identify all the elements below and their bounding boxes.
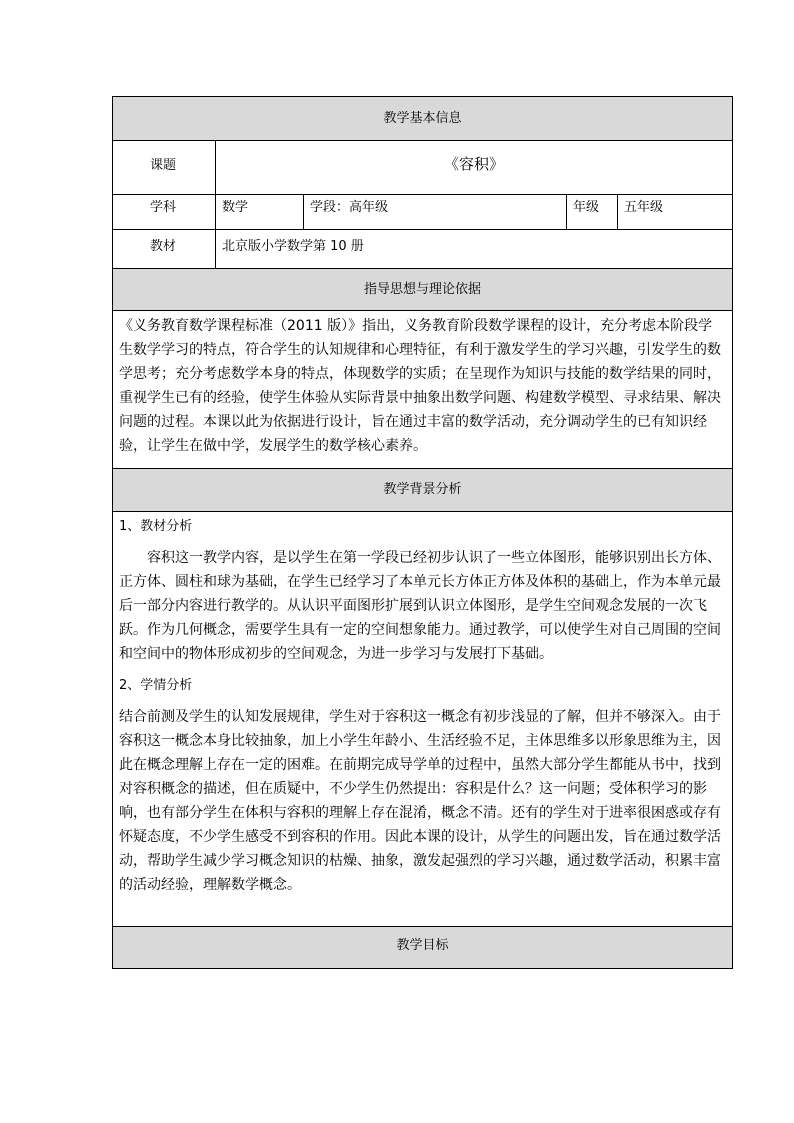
textbook-row xyxy=(113,230,732,269)
section1-title: 1、教材分析 xyxy=(119,519,193,534)
textbook-label: 教材 xyxy=(150,239,177,254)
guiding-text: 《义务教育数学课程标准（2011 版）》指出，义务教育阶段数学课程的设计，充分考虑本阶段学生数学学习的特点，符合学生的认知规律和心理特征，有利于激发学生的学习兴趣，引发学生的数学思考；充分考虑数学本身的特点，体现数学的实质；在呈现作为知识与技能的数学结果的同时，重视学生已有的经验，使学生体验从实际背景中抽象出数学问题、构建数学模型、寻求结果、解决问题的过程。本课以此为依据进行设计，旨在通过丰富的数学活动，充分调动学生的已有知识经验，让学生在做中学，发展学生的数学核心素养。 xyxy=(119,318,721,454)
guiding-text-cell xyxy=(113,311,732,469)
subject-row xyxy=(113,195,732,230)
objectives-header: 教学目标 xyxy=(113,927,732,968)
background-text-cell xyxy=(113,512,732,927)
subject-value: 数学 xyxy=(215,195,303,229)
section1-text: 容积这一教学内容，是以学生在第一学段已经初步认识了一些立体图形，能够识别出长方体、正方体、圆柱和球为基础，在学生已经学习了本单元长方体正方体及体积的基础上，作为本单元最后一部分内容进行教学的。从认识平面图形扩展到认识立体图形，是学生空间观念发展的一次飞跃。作为几何概念，需要学生具有一定的空间想象能力。通过教学，可以使学生对自己周围的空间和空间中的物体形成初步的空间观念，为进一步学习与发展打下基础。 xyxy=(119,550,721,662)
basic-info-header: 教学基本信息 xyxy=(113,97,732,141)
subject-label: 学科 xyxy=(150,200,177,215)
topic-value: 《容积》 xyxy=(215,141,732,194)
grade-value: 五年级 xyxy=(617,195,732,229)
background-header: 教学背景分析 xyxy=(113,469,732,512)
guiding-header: 指导思想与理论依据 xyxy=(113,269,732,311)
topic-label: 课题 xyxy=(150,158,177,173)
grade-label: 年级 xyxy=(566,195,617,229)
lesson-plan-table xyxy=(112,96,733,969)
section2-text: 结合前测及学生的认知发展规律，学生对于容积这一概念有初步浅显的了解，但并不够深入。由于容积这一概念本身比较抽象，加上小学生年龄小、生活经验不足，主体思维多以形象思维为主，因此在概念理解上存在一定的困难。在前期完成导学单的过程中，虽然大部分学生都能从书中，找到对容积概念的描述，但在质疑中，不少学生仍然提出：容积是什么？这一问题；受体积学习的影响，也有部分学生在体积与容积的理解上存在混淆，概念不清。还有的学生对于进率很困惑或存有怀疑态度，不少学生感受不到容积的作用。因此本课的设计，从学生的问题出发，旨在通过数学活动，帮助学生减少学习概念知识的枯燥、抽象，激发起强烈的学习兴趣，通过数学活动，积累丰富的活动经验，理解数学概念。 xyxy=(119,709,721,893)
section2-title: 2、学情分析 xyxy=(119,678,193,693)
stage-label: 学段：高年级 xyxy=(303,195,566,229)
topic-row xyxy=(113,141,732,195)
textbook-value: 北京版小学数学第 10 册 xyxy=(215,230,732,268)
